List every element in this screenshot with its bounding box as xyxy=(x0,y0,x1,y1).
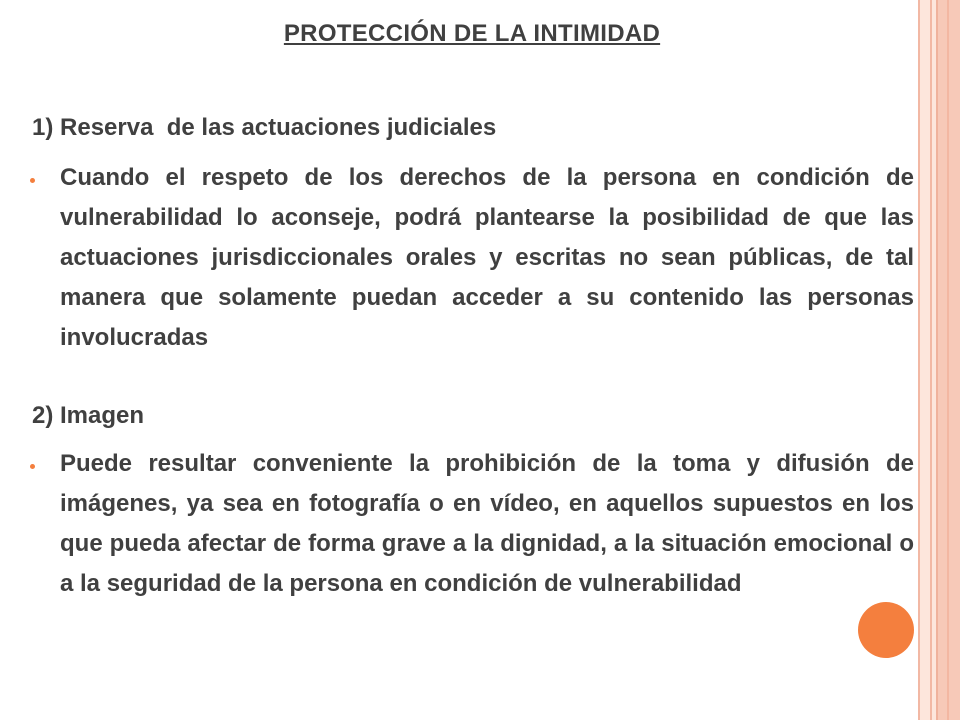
section-heading-imagen: 2) Imagen xyxy=(32,402,145,429)
decorative-stripe xyxy=(938,0,960,720)
decorative-stripe xyxy=(947,0,949,720)
bullet-icon xyxy=(30,464,35,469)
bullet-text: Cuando el respeto de los derechos de la persona en condición de vulnerabilidad lo aconseje, podrá plantearse la posibilidad de que las actuaciones jurisdiccionales orales y escritas no sean públicas, de tal manera que solamente puedan acceder a su contenido las personas involucradas xyxy=(60,164,914,351)
bullet-item xyxy=(30,444,914,604)
decorative-circle-icon xyxy=(858,602,914,658)
bullet-text: Puede resultar conveniente la prohibición de la toma y difusión de imágenes, ya sea en fotografía o en vídeo, en aquellos supuestos en los que pueda afectar de forma grave a la dignidad, a la situación emocional o a la seguridad de la persona en condición de vulnerabilidad xyxy=(60,450,914,597)
slide-title: PROTECCIÓN DE LA INTIMIDAD xyxy=(283,20,661,47)
section-heading-reserva: 1) Reserva de las actuaciones judiciales xyxy=(32,114,497,141)
bullet-item xyxy=(30,158,914,358)
decorative-stripe xyxy=(920,0,930,720)
bullet-icon xyxy=(30,178,35,183)
